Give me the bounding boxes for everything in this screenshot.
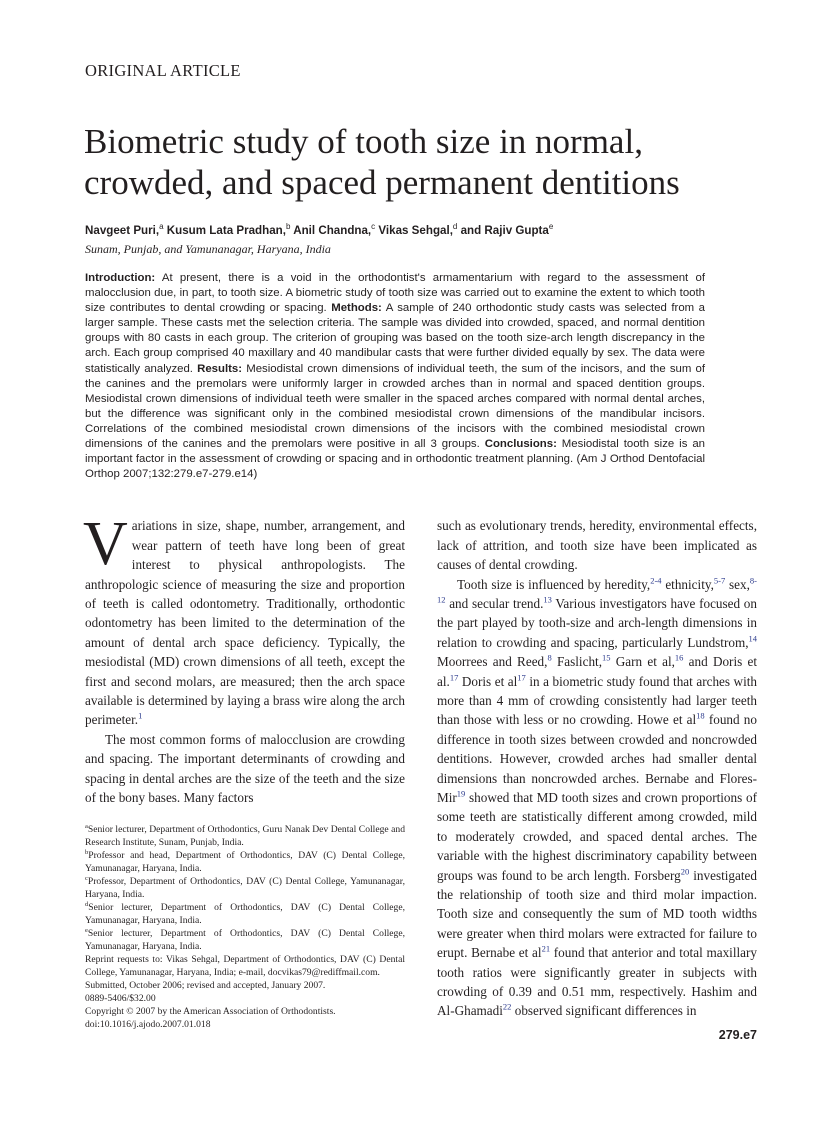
abstract-section-heading: Conclusions: [484,438,557,451]
citation-reference: 17 [449,672,459,683]
drop-cap: V [83,510,128,579]
footnote [85,1018,405,1031]
footnote-text: Professor and head, Department of Orthodontics, DAV (C) Dental College, Yamunanagar, Haryana, India. [85,850,405,875]
author-affiliation-mark: c [371,222,376,232]
footnote [85,849,405,875]
body-columns [83,510,758,1043]
footnote-mark: b [85,849,89,857]
author-name: Anil Chandna, [290,224,372,237]
abstract-section-text: Mesiodistal crown dimensions of individual teeth, the sum of the incisors, and the sum of the canines and the premolars were uniformly larger in crowded arches than in normal and spaced dentition groups. Mesiodistal crown dimensions of individual teeth were smaller in the spaced arches compared with normal dental arches, but the difference was significant only in the combined mesiodistal crown dimensions of the mandibular incisors. Correlations of the combined mesiodistal crown dimensions of the incisors with the combined mesiodistal crown dimensions of the canines and the premolars were positive in all 3 groups. [85,362,705,451]
citation-reference: 13 [543,594,552,605]
body-text: sex, [725,576,750,592]
footnote [85,875,405,901]
citation-reference: 21 [541,943,551,954]
author-affiliation-mark: b [285,222,291,232]
article-title: Biometric study of tooth size in normal, crowded, and spaced permanent dentitions [84,122,680,202]
body-text: Moorrees and Reed, [437,654,548,670]
abstract-section-heading: Methods: [331,302,382,315]
footnote-mark: c [85,875,88,883]
right-column-wrapper [437,516,757,1043]
body-text: The most common forms of malocclusion are crowding and spacing. The important determinants of crowding and spacing in dental arches are the size of the teeth and the size of the bony bases. Many factors [85,731,405,805]
footnote [85,927,405,953]
footnote [85,979,405,992]
citation-reference: 14 [748,633,757,644]
author-affiliation-mark: a [159,222,164,232]
footnote-mark: e [85,927,88,935]
citation-reference: 8 [547,652,552,663]
citation-reference: 5-7 [713,575,726,586]
footnote-text: doi:10.1016/j.ajodo.2007.01.018 [85,1019,211,1031]
footnote-mark: a [85,823,88,831]
footnote-text: 0889-5406/$32.00 [85,993,156,1005]
body-text: Various investigators have focused on the part played by tooth-size and arch-length dimensions in relation to crowding and spacing, particularly Lundstrom, [437,595,757,650]
abstract [85,271,705,482]
footnote [85,901,405,927]
footnote-text: Professor, Department of Orthodontics, DAV (C) Dental College, Yamunanagar, Haryana, India. [85,876,405,901]
author-list [85,223,757,239]
citation-reference: 16 [674,652,684,663]
author-affiliation-mark: d [452,222,458,232]
footnote [85,953,405,979]
citation-reference: 20 [680,866,690,877]
footnote-text: Senior lecturer, Department of Orthodontics, DAV (C) Dental College, Yamunanagar, Haryana, India. [85,902,405,927]
body-text: in a biometric study found that arches with more than 4 mm of crowding consistently had larger teeth than those with less or no crowding. Howe et al [437,673,758,728]
body-text: observed significant differences in [511,1003,697,1019]
footnote-text: Senior lecturer, Department of Orthodontics, DAV (C) Dental College, Yamunanagar, Haryana, India. [85,928,405,953]
page-number: 279.e7 [718,1027,757,1042]
body-paragraph [83,510,405,729]
body-text: Faslicht, [551,654,602,670]
footnote-text: Copyright © 2007 by the American Association of Orthodontists. [85,1006,336,1018]
citation-reference: 15 [602,652,611,663]
footnote-text: Submitted, October 2006; revised and accepted, January 2007. [85,980,326,992]
citation-reference: 8-12 [437,575,757,605]
footnote-text: Senior lecturer, Department of Orthodontics, Guru Nanak Dev Dental College and Research Institute, Sunam, Punjab, India. [85,824,405,849]
abstract-section-heading: Introduction: [85,272,156,284]
body-paragraph [437,575,757,1021]
body-paragraph [85,730,405,808]
abstract-section-text: A sample of 240 orthodontic study casts was selected from a larger sample. These casts met the selection criteria. The sample was divided into crowded, spaced, and normal dentition groups with 80 casts in each group. The criterion of grouping was based on the tooth size-arch length discrepancy in the arch. Each group comprised 40 maxillary and 40 mandibular casts that were further divided equally by sex. The data were statistically analyzed. [85,302,706,375]
citation-reference: 1 [138,710,143,721]
left-column-wrapper [83,510,405,1031]
body-text: ariations in size, shape, number, arrangement, and wear pattern of teeth have long been of great interest to physical anthropologists. The anthropologic science of measuring the size and proportion of teeth is called odontometry. Traditionally, orthodontic odontometry has been limited to the determination of the amount of dental arch space deficiency. Typically, the mesiodistal (MD) crown dimensions of all teeth, except the first and second molars, are measured; then the arch space available is determined by laying a brass wire along the arch perimeter. [85,518,405,728]
body-text: investigated the relationship of tooth size and third molar impaction. Tooth size and consequently the sum of MD tooth widths were greater when third molars were extracted for failure to erupt. Bernabe et al [437,867,757,961]
body-text: Doris et al [458,673,518,689]
article-page [85,61,757,1043]
abstract-section-text: Mesiodistal tooth size is an important factor in the assessment of crowding or spacing and in orthodontic treatment planning. (Am J Orthod Dentofacial Orthop 2007;132:279.e7-279.e14) [85,438,705,481]
citation-reference: 18 [696,710,705,721]
footnote-mark: d [85,901,89,909]
body-text: and secular trend. [445,595,544,611]
abstract-section-text: At present, there is a void in the orthodontist's armamentarium with regard to the assessment of malocclusion due, in part, to tooth size. A biometric study of tooth size was carried out to examine the extent to which tooth size contributes to dental crowding or spacing. [85,272,705,315]
footnote [85,992,405,1005]
citation-reference: 2-4 [650,575,662,586]
body-text: found no difference in tooth sizes between crowded and noncrowded dentitions. However, crowded arches had smaller dental dimensions than noncrowded arches. Bernabe and Flores-Mir [437,712,757,805]
body-text: and Doris et al. [437,654,757,689]
author-name: Vikas Sehgal, [375,224,453,237]
body-column-left [83,510,405,807]
abstract-section-heading: Results: [197,362,243,375]
author-name: Kusum Lata Pradhan, [163,224,286,237]
affiliation: Sunam, Punjab, and Yamunanagar, Haryana, India [85,242,331,256]
author-name: Navgeet Puri, [85,224,160,237]
body-text: Tooth size is influenced by heredity, [457,576,651,592]
citation-reference: 22 [502,1002,512,1013]
section-label: ORIGINAL ARTICLE [85,61,241,80]
footnote [85,1005,405,1018]
body-column-right [437,516,757,1021]
citation-reference: 19 [456,788,466,799]
citation-reference: 17 [517,672,526,683]
body-text: Garn et al, [610,654,675,670]
footnote-text: Reprint requests to: Vikas Sehgal, Department of Orthodontics, DAV (C) Dental College, Yamunanagar, Haryana, India; e-mail, docvikas79@rediffmail.com. [85,954,405,979]
author-name: and Rajiv Gupta [457,224,549,237]
footnotes [85,823,405,1031]
body-text: ethnicity, [661,576,714,592]
body-text: such as evolutionary trends, heredity, environmental effects, lack of attrition, and tooth size have been implicated as causes of dental crowding. [437,518,757,573]
body-paragraph [437,516,757,574]
body-text: found that anterior and total maxillary tooth ratios were significantly greater in subjects with crowding of 0.39 and 0.51 mm, respectively. Hashim and Al-Ghamadi [437,945,757,1019]
footnote [85,823,405,849]
body-text: showed that MD tooth sizes and crown proportions of some teeth are statistically different among crowded, mild to moderately crowded, and spaced dental arches. The variable with the highest discriminatory capability between groups was found to be arch length. Forsberg [437,790,757,883]
author-affiliation-mark: e [548,222,554,232]
